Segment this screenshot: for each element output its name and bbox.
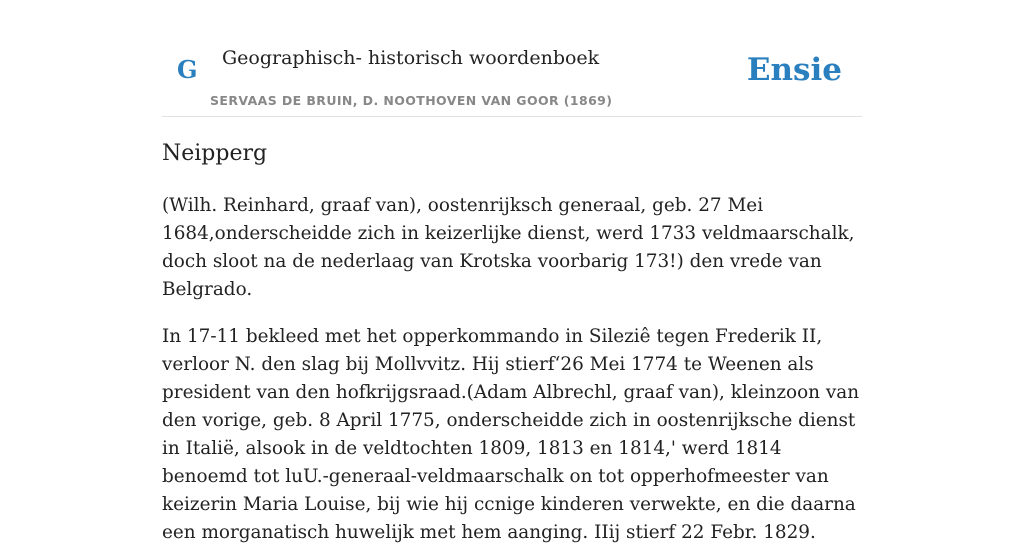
article-title: Neipperg [162,141,268,166]
ensie-logo-link[interactable]: Ensie [746,52,842,88]
book-title-link[interactable]: Geographisch- historisch woordenboek [222,47,600,69]
article-paragraph: In 17-11 bekleed met het opperkommando in Sileziê tegen Frederik II, verloor N. den slag bij Mollvvitz. Hij stierf‘26 Mei 1774 te Weenen als president van den hofkrijgsraad.(Adam Albrechl, graaf van), kleinzoon van den vorige, geb. 8 April 1775, onderscheidde zich in oostenrijksche dienst in Italië, alsook in de veldtochten 1809, 1813 en 1814,' werd 1814 benoemd tot luU.-generaal-veldmaarschalk on tot opperhofmeester van keizerin Maria Louise, bij wie hij ccnige kinderen verwekte, en die daarna een morganatisch huwelijk met hem aanging. IIij stierf 22 Febr. 1829. [162,326,860,543]
book-author: SERVAAS DE BRUIN, D. NOOTHOVEN VAN GOOR (1869) [210,93,613,108]
header [162,0,862,117]
article [162,137,862,547]
article-paragraph: (Wilh. Reinhard, graaf van), oostenrijksch generaal, geb. 27 Mei 1684,onderscheidde zich in keizerlijke dienst, werd 1733 veldmaarschalk, doch sloot na de nederlaag van Krotska voorbarig 173!) den vrede van Belgrado. [162,195,855,300]
book-initial-icon[interactable]: G [177,55,198,84]
